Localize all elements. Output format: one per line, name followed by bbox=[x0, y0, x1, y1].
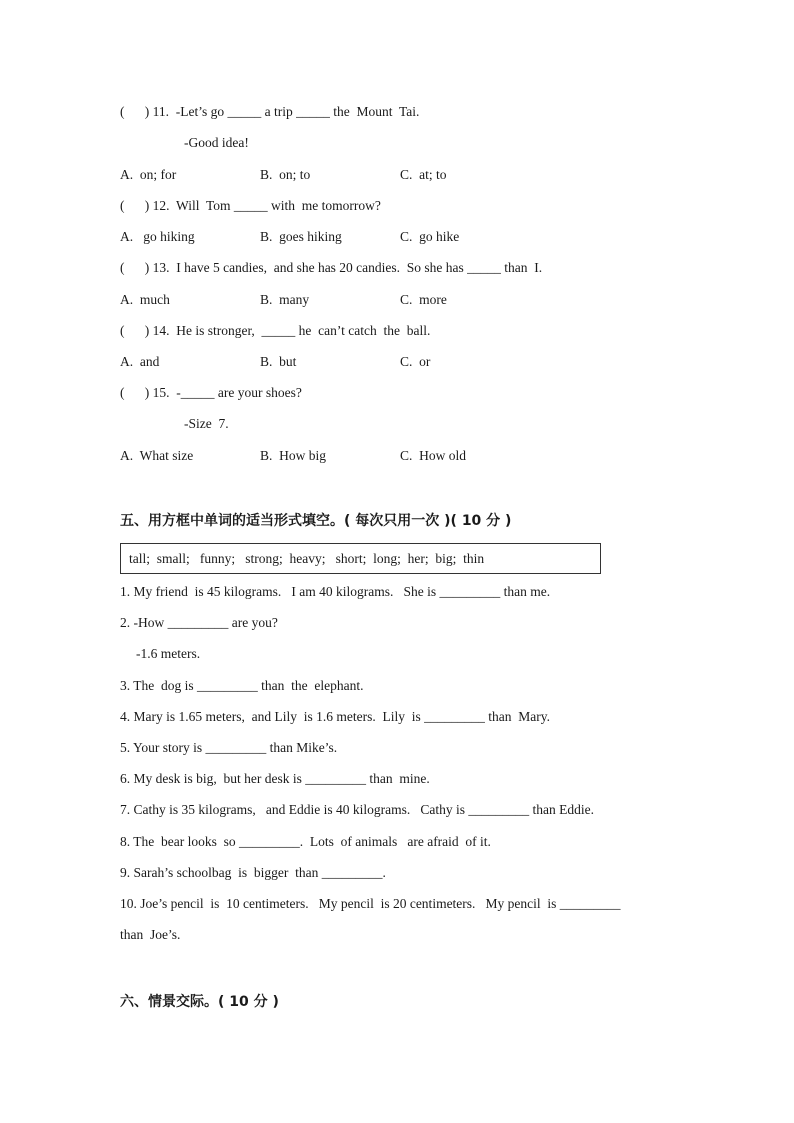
option-b: B. but bbox=[260, 354, 297, 369]
question-stem: ( ) 12. Will Tom _____ with me tomorrow? bbox=[120, 198, 381, 213]
option-c: C. more bbox=[400, 292, 447, 307]
option-a: A. and bbox=[120, 354, 160, 369]
question-stem: ( ) 15. -_____ are your shoes? bbox=[120, 385, 302, 400]
option-c: C. How old bbox=[400, 448, 467, 463]
fill-item-3: 3. The dog is _________ than the elephant. bbox=[120, 678, 364, 693]
option-b: B. goes hiking bbox=[260, 229, 342, 244]
word-box-text: tall; small; funny; strong; heavy; short; long; her; big; thin bbox=[129, 551, 485, 566]
option-c: C. go hike bbox=[400, 229, 460, 244]
fill-item-4: 4. Mary is 1.65 meters, and Lily is 1.6 meters. Lily is _________ than Mary. bbox=[120, 709, 550, 724]
question-stem: ( ) 11. -Let’s go _____ a trip _____ the Mount Tai. bbox=[120, 104, 420, 119]
word-box bbox=[120, 543, 601, 574]
fill-item-2: 2. -How _________ are you? bbox=[120, 615, 278, 630]
option-a: A. much bbox=[120, 292, 170, 307]
option-a: A. on; for bbox=[120, 167, 177, 182]
fill-item-7: 7. Cathy is 35 kilograms, and Eddie is 40 kilograms. Cathy is _________ than Eddie. bbox=[120, 802, 594, 817]
fill-item-10-continued: than Joe’s. bbox=[120, 927, 181, 942]
option-a: A. go hiking bbox=[120, 229, 195, 244]
option-b: B. How big bbox=[260, 448, 327, 463]
question-stem: ( ) 14. He is stronger, _____ he can’t catch the ball. bbox=[120, 323, 431, 338]
fill-item-9: 9. Sarah’s schoolbag is bigger than _________. bbox=[120, 865, 386, 880]
option-a: A. What size bbox=[120, 448, 194, 463]
fill-item-1: 1. My friend is 45 kilograms. I am 40 kilograms. She is _________ than me. bbox=[120, 584, 551, 599]
fill-item-10: 10. Joe’s pencil is 10 centimeters. My pencil is 20 centimeters. My pencil is _________ bbox=[120, 896, 621, 911]
section-six-heading: 六、情景交际。( 10 分 ) bbox=[120, 994, 279, 1010]
option-c: C. or bbox=[400, 354, 431, 369]
question-stem: ( ) 13. I have 5 candies, and she has 20 candies. So she has _____ than I. bbox=[120, 260, 543, 275]
fill-item-8: 8. The bear looks so _________. Lots of animals are afraid of it. bbox=[120, 834, 491, 849]
section-five-heading: 五、用方框中单词的适当形式填空。( 每次只用一次 )( 10 分 ) bbox=[120, 513, 512, 529]
option-b: B. on; to bbox=[260, 167, 311, 182]
fill-item-2-reply: -1.6 meters. bbox=[136, 646, 201, 661]
option-c: C. at; to bbox=[400, 167, 447, 182]
fill-item-6: 6. My desk is big, but her desk is _________ than mine. bbox=[120, 771, 430, 786]
question-reply: -Size 7. bbox=[184, 416, 229, 431]
option-b: B. many bbox=[260, 292, 310, 307]
question-reply: -Good idea! bbox=[184, 135, 249, 150]
fill-item-5: 5. Your story is _________ than Mike’s. bbox=[120, 740, 338, 755]
